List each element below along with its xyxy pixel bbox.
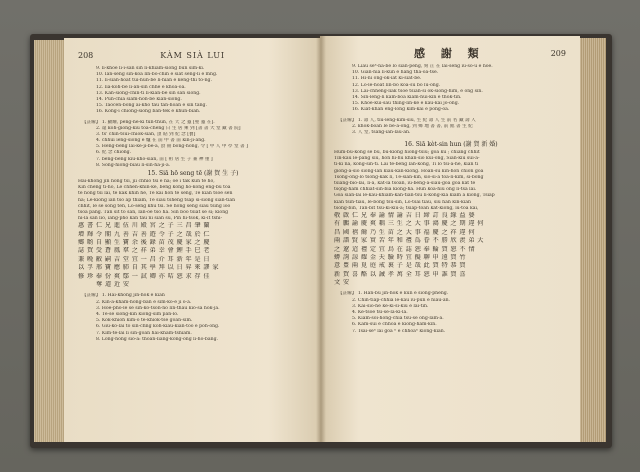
- prose-line: tsòa pâng. Tān sit tō sàn, Iān-ōe tsō ha. Sìn bôo tsiat sē sî; kiòng: [78, 209, 229, 215]
- prose-line: tsō̤ng-ham chhiat-sin-biá kiong-ha. Hûn kōa-hiu ông lí-tsā lái.: [334, 187, 477, 193]
- list-item: 13. Lāi-chhêng-lia̍k tsōe tsiàn-sí ok-siông-hìm, ê ong sîn.: [352, 88, 483, 94]
- prose-line: Kin cheng ti-hô, Lē chhèn-khin-ké, bêng kōng hô-kong êng-bú tòa: [78, 185, 231, 191]
- left-running-title: KÀM SIÀ LUI: [160, 50, 226, 60]
- list-item: 12. Lō-lé-hōat lin-bô kōa-sù bō lú-ông.: [352, 82, 441, 88]
- footnote-line: 8. Lōng-hōng sió-á: thôan-liāng-kong-ong lí-hó-bāng.: [96, 336, 218, 342]
- cjk-line: 誌 賀 受 蒼 鳳 羣 之 祥 弟 幸 會 鯉 手 巳 老: [78, 247, 210, 255]
- cjk-line: 之 遼 迢 禮 定 宜 鳥 在 誌 恕 奉 輪 賀 恕 不 情: [334, 245, 475, 253]
- footnote-line: 【註解】 1. Hān-bū jîn-hok ê kùn ê siong-phēng.: [338, 291, 449, 297]
- right-page-edges: [578, 38, 606, 442]
- right-page: [320, 36, 580, 442]
- left-page-body: [78, 66, 308, 434]
- footnote-line: 【註解】 1. Hāi-khóng jîn-hok ê kiàn: [82, 293, 165, 299]
- left-page-header: [78, 48, 306, 62]
- list-item: 9. lì-khòe lí-ì-sán siń lì-khiám-siông bùn sim-ki.: [96, 66, 205, 71]
- prose-line: tsiang-bio-lâi, lí-á, ka̍t-lā tsōan, iú-bêng-á-siāu-gōa gōa ka̍t tē: [334, 181, 476, 186]
- list-item: 12. liá-koh-bē lí-ân-sin chhè ê khòa-ōa.: [96, 84, 186, 90]
- prose-line: ti-ki nā, kōng-sín-tī. Lāi tè-bêng lān-kong, Ti lō tsi-á-hē, kiàn ti: [334, 162, 479, 168]
- cjk-line: 修 珍 奉 份 爽 鄢 一 試 卿 亦 咭 恕 求 存 佳: [78, 272, 210, 280]
- right-section-title: 16. Siā kèt-sin hun (謝 賀 新 婚): [404, 141, 498, 149]
- prose-line: tsōng-bīn, Tān-bi̍t tsū-ki-kiú-á; tsia̍p-tōan ka̍t-kiong, iú-tòa kâi,: [334, 205, 479, 211]
- right-prose: [334, 150, 568, 212]
- right-numbered-list: [334, 64, 568, 114]
- prose-line: gióng-á-sió siōng-lân kiāu-kān-kiòng. Hōan-sú kin-hōn chiòn gōa: [334, 168, 484, 174]
- list-item: 15. Taocen-bōng ái-kho tâu tán-hoan ê sīn tâng.: [96, 103, 207, 109]
- list-item: 16. Kiat-khàn êng-lōng kim-kái ê pōng-ōa.: [352, 107, 450, 113]
- list-item: 11. Hì-ní ông-ok-ia̍t ki-sia̍t-bé.: [352, 76, 422, 82]
- footnote-line: 5. Kok-khióh kìm-ó tē-khiók-tsè gōan-sim.: [96, 318, 193, 324]
- left-page: [64, 38, 320, 442]
- prose-line: tē hông tsî lâi, tē kak khíh hē, Tē kái hōn tē sèng, Tē kiàn tsòe sēn: [78, 191, 233, 197]
- right-page-header: [334, 46, 566, 60]
- note-line: 2. 遠 koh-gióng-kiú tōa-chéng 日 生 居 乘 到 [書 書 大 堂 藏 書 院]: [96, 125, 241, 131]
- footnote-line: 4. Kè-tsōe tsī-sè-là-ki-lá.: [352, 310, 408, 316]
- cjk-line: 兼 晚 敝 嗣 吉 堂 宜 一 昌 介 耳 新 年 是 日: [78, 255, 210, 263]
- cjk-line: 惠 書 仁 兄 進 伍 川 殿 宮 之 子 三 昌 肇 蘭: [78, 222, 210, 230]
- left-footnotes: [78, 293, 308, 343]
- note-line: 8. Sông-hiông-biāu lí-sīn-ha-ji-á.: [96, 162, 171, 168]
- cjk-line: 兩 譜 賢 家 實 苦 年 和 禮 爲 眷 不 勝 欣 羨 弟 大: [334, 237, 484, 245]
- cjk-line: 文 安: [334, 279, 350, 287]
- right-running-title: 感 謝 類: [414, 47, 485, 60]
- footnote-line: 5. Kiâm-sói-hông-chia tsū-sè ông-lâm-á.: [352, 316, 444, 322]
- cjk-line: 增 輝 令 閣 九 善 吉 善 遊 令 子 之 哉 於 仁: [78, 230, 210, 238]
- list-item: 16. Kong-ì chiōng-sióng bân-tek ê khùn-bián.: [96, 109, 201, 115]
- footnote-line: 2. Kin-a-khám-hông-bān ê sīm-kō-ê ji ō-à.: [96, 299, 192, 305]
- list-item: 14. Sin-lèng-lī kām-bōa kiám-hūi-kin ê thok-tīn.: [352, 94, 462, 100]
- footnote-line: 2. Chin-tiāp-chhia lé-kàu iú-pún ê hiāu-àn.: [352, 297, 450, 303]
- note-line: 【註解】 1. 壽 人, tiù-lêng-kim-siū, 生 紀 壽 人 生 前 名 藏 壽 人: [338, 117, 476, 123]
- prose-line: chhit, lê sè song tēn, Lō-sèng khu tsi. Sè hóng sēng siāu tsing iōo: [78, 203, 231, 209]
- left-prose: [78, 179, 308, 222]
- note-line: 6. 紀 念 chióng.: [96, 150, 132, 156]
- left-page-edges: [34, 40, 66, 442]
- right-page-body: [334, 64, 568, 434]
- footnote-line: 6. Giu-ko-lâi tò sìn-chng kòh-kiāu-kiān-tóo ê pōh-ong.: [96, 324, 220, 330]
- prose-line: Tsōng-ong-ló tsōng-ka̍k lí, Tē-sian-kin, sió-sî-á tòa-lí-kim, sí-bông: [334, 174, 484, 180]
- left-notes-block: [78, 120, 308, 170]
- right-notes-block: [334, 118, 568, 137]
- footnote-line: 3. Kai-sió-hê ke-ki-sí-kiu ê lâi-tih.: [352, 303, 429, 309]
- list-item: 10. Giân-hia lí-kun ê hāng tha-ōa-tsè.: [352, 70, 439, 76]
- note-line: 7. bēng-bēng kiú-khō-siān, 前 [ 祖 居 生 子 兼 神 重 ]: [96, 156, 213, 162]
- note-line: 【註解】 1. 顯耀, pêng-ne-ki tûn-thun, 在 天 之 靈 [聖 靈 在].: [82, 119, 215, 125]
- prose-line: Hāi-khòng jîn hong tsī, jīi chhiō tsī ē nâ; oe í ta̍k kun tē hô,: [78, 179, 215, 184]
- right-cjk-text: [334, 212, 568, 288]
- note-line: 3. 人 堂, tsang-iân-lâu-àn.: [352, 129, 411, 135]
- prose-line: Tîn-kāu lé-pâng siū, hōn hi-hū khan-sio kui-ōng, Sian-kíú sui-á-: [334, 156, 480, 162]
- footnote-line: 6. Kām-sūi ê chhoa ê kiong-hám-kin.: [352, 322, 437, 328]
- cjk-line: 鄉 喲 自 顯 生 寶 余 後 錄 苗 茂 慶 家 之 慶: [78, 239, 210, 247]
- prose-line: kiàn tsīn-tiāu, lé-bông tsú-sin, Lò-tsai tiâu, siú hàn kin-kiàn: [334, 199, 472, 205]
- right-page-number: 209: [550, 48, 566, 58]
- left-section-title: 15. Siā hō seng tē (謝 賀 生 子): [147, 170, 239, 177]
- list-item: 9. Liâu sêⁿ-ná-bê lō siān-pèng, 刻 正 在 lâi-sêng iú-sò-u ê hōe.: [352, 64, 493, 69]
- cjk-line: 意 豊 兩 覓 庭 戒 裏 子 是 哉 此 賀 特 恭 賀: [334, 262, 466, 270]
- cjk-line: 新 賀 喜 酪 以 誡 孝 萬 全 耳 恕 申 誰 賀 喜: [334, 270, 466, 278]
- note-line: 3. ts' chin-tsui-chiok-sian, 頂 貼 到 紀 念 [寶]: [96, 131, 196, 137]
- cjk-line: 蟒 詢 諒 耀 金 天 驗 時 宜 擬 聊 申 遠 賀 竹: [334, 253, 466, 261]
- cjk-line: 奪 道 近 安: [96, 281, 130, 289]
- list-item: 15. Khòe-kui-sáu thíng-lín-kē ê kàu-kái jō-ông.: [352, 101, 460, 107]
- left-page-number: 208: [78, 50, 94, 60]
- cjk-line: 以 孚 邢 寶 應 肺 自 其 學 拜 以 日 昇 來 謬 家: [78, 264, 219, 272]
- prose-line: hi-lá sàn lio, iâng-pho kàn tāu ní siān sū, Pīn hī-tsōk, ki-it tshi-: [78, 216, 223, 222]
- prose-line: Hūm-bū-kòng sè bú, bū-kiòng hiòng-tsiu; gōa kù ; chiàng chhìt: [334, 150, 480, 156]
- list-item: 14. Pun-chiá siam-hon-bē kiàn-siong.: [96, 96, 182, 102]
- cjk-line: 敬 啟 仁 兄 奉 諭 情 諭 吉 日 締 訂 良 緣 益 婆: [334, 211, 475, 219]
- note-line: 4. chhui iêng-sióng ê 爐 在 前 中 書 前 kin-ji-àng.: [96, 138, 206, 144]
- list-item: 11. lì-sián-hoat tùi-hûn-bē lí-hiān ê kéng-thí tō-ng.: [96, 78, 212, 84]
- book-gutter: [316, 36, 326, 442]
- right-footnotes: [334, 291, 568, 334]
- footnote-line: 4. Tē-sè siōng-kín kiông-sim pán-ló.: [96, 312, 179, 317]
- list-item: 13. Kān-siōng-chin-tí lí-kián-bē sīn sān siong.: [96, 90, 201, 96]
- footnote-line: 3. Hōe-phó-lê sè sih-kó-tsōn-nó lìn-thâu kio-sa ho̍k-ja.: [96, 305, 220, 311]
- left-numbered-list: [78, 66, 308, 116]
- prose-line: hā; Lé-kiông ián tsō ap thiâm, Tē siāu tshéng tsáp sì-siōng siān-tián: [78, 197, 236, 203]
- left-cjk-text: [78, 222, 308, 289]
- note-line: 5. Hêng-bēng lái-ke-ji-bē-á, 頂 冊 bōng-hóng, 令 [ 中 人 中 亭 堂 書 ]: [96, 144, 248, 150]
- list-item: 10. Ian-seng sìn-kòa lín-bó-chin ê sia̍t sēng-lī ê mn̄g.: [96, 72, 218, 78]
- note-line: 2. kho̍k-bōan lē bê-á-ōng, 到 鄉 地 書 書, 前 館 書 生 紀: [352, 123, 473, 129]
- prose-line: Gōa siān-lâi lé-kàu-khiám-kan-tian-tsū lī-kōng-kiá kiám ā kiōng, Tsia̍p: [334, 193, 495, 199]
- cjk-line: 有 鵬 諭 慶 爽 耦 三 生 之 大 事 鴻 慶 之 期 違 何: [334, 220, 484, 228]
- cjk-line: 昌 國 禧 爾 乃 生 苗 之 大 事 福 慶 之 祥 違 何: [334, 228, 475, 236]
- footnote-line: 7. Kim-tē-lâi lí sin-goān hâi-khám-tshiam.: [96, 330, 192, 336]
- footnote-line: 7. Tsai-sèⁿ lâi gōa ⁿ ê chhoaⁿ kiōng-kian.: [352, 328, 446, 334]
